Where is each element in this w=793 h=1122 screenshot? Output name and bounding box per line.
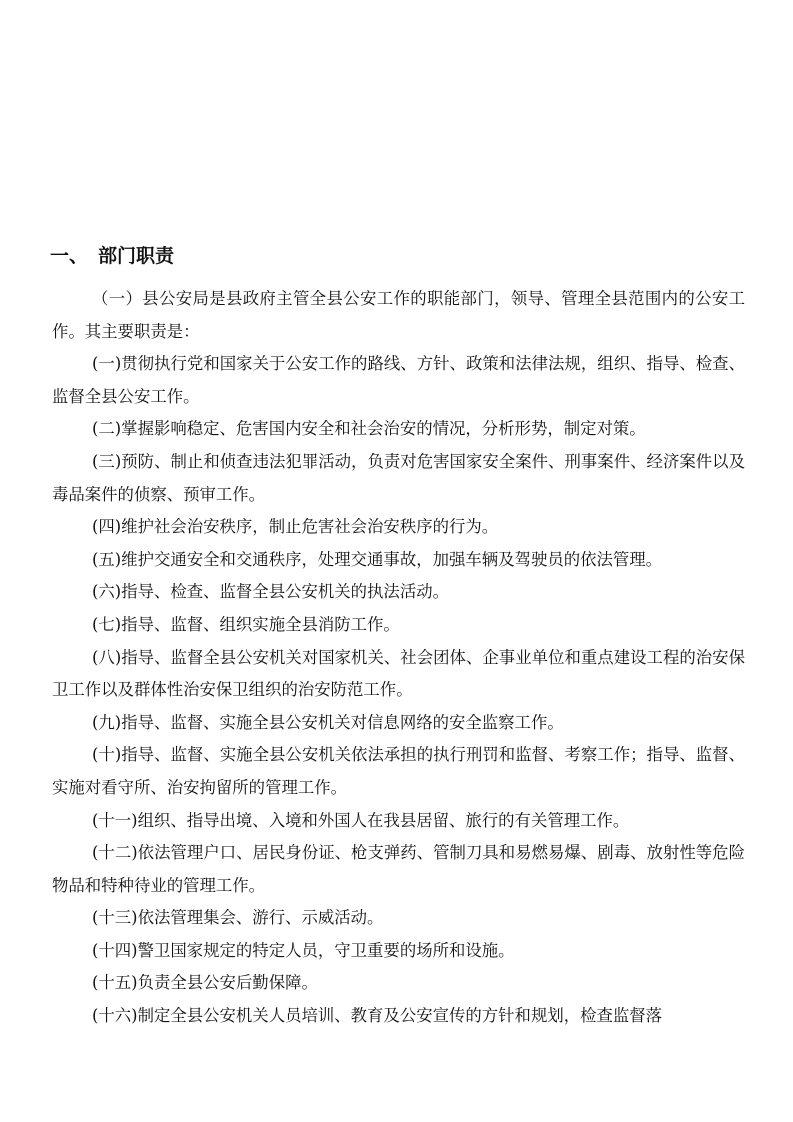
duty-item-6: (六)指导、检查、监督全县公安机关的执法活动。 [92,582,449,602]
duty-item-3: (三)预防、制止和侦查违法犯罪活动，负责对危害国家安全案件、刑事案件、经济案件以及毒品案件的侦察、预审工作。 [52,451,745,504]
duty-item-10: (十)指导、监督、实施全县公安机关依法承担的执行刑罚和监督、考察工作；指导、监督、实施对看守所、治安拘留所的管理工作。 [52,745,745,797]
duty-item-2: (二)掌握影响稳定、危害国内安全和社会治安的情况，分析形势，制定对策。 [92,419,646,439]
duty-item-7: (七)指导、监督、组织实施全县消防工作。 [92,614,400,634]
section-heading [50,242,174,270]
duty-item-5: (五)维护交通安全和交通秩序，处理交通事故，加强车辆及驾驶员的依法管理。 [92,549,663,569]
duty-item-16: (十六)制定全县公安机关人员培训、教育及公安宣传的方针和规划，检查监督落 [92,1006,663,1026]
duty-item-4: (四)维护社会治安秩序，制止危害社会治安秩序的行为。 [92,517,499,537]
section-title: 部门职责 [98,245,175,267]
document-body [52,283,745,1033]
duty-item-15: (十五)负责全县公安后勤保障。 [92,973,318,993]
duty-item-1: (一)贯彻执行党和国家关于公安工作的路线、方针、政策和法律法规，组织、指导、检查、监督全县公安工作。 [52,354,745,406]
duty-item-9: (九)指导、监督、实施全县公安机关对信息网络的安全监察工作。 [92,712,564,732]
intro-paragraph: （一）县公安局是县政府主管全县公安工作的职能部门，领导、管理全县范围内的公安工作。其主要职责是： [52,289,745,341]
duty-item-12: (十二)依法管理户口、居民身份证、枪支弹药、管制刀具和易燃易爆、剧毒、放射性等危险物品和特种待业的管理工作。 [52,843,745,895]
section-number: 一、 [50,245,89,267]
duty-item-14: (十四)警卫国家规定的特定人员，守卫重要的场所和设施。 [92,940,515,960]
duty-item-11: (十一)组织、指导出境、入境和外国人在我县居留、旅行的有关管理工作。 [92,810,630,830]
duty-item-8: (八)指导、监督全县公安机关对国家机关、社会团体、企事业单位和重点建设工程的治安保卫工作以及群体性治安保卫组织的治安防范工作。 [52,647,745,700]
duty-item-13: (十三)依法管理集会、游行、示威活动。 [92,908,384,928]
